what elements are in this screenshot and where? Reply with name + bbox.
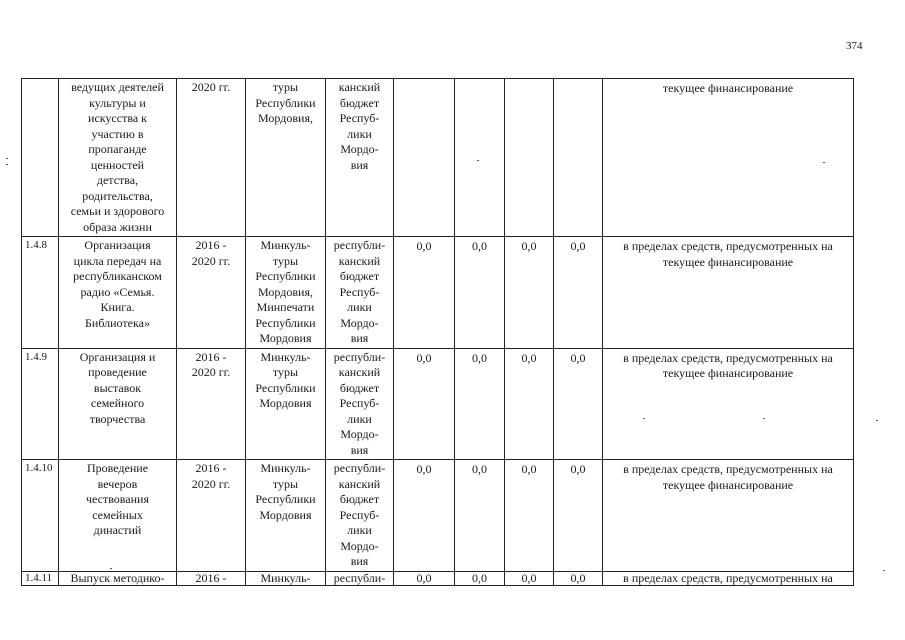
executor-cell: Минкуль- <box>246 571 326 585</box>
table-row <box>22 79 854 237</box>
measure-name-cell: Организация и проведение выставок семейного творчества <box>59 348 177 460</box>
table-row <box>22 571 854 585</box>
amount-cell: 0,0 <box>554 571 603 585</box>
row-number-cell <box>22 79 59 237</box>
scan-speck <box>823 162 825 163</box>
row-number-cell: 1.4.9 <box>22 348 59 460</box>
funding-source-cell: республи- <box>326 571 394 585</box>
amount-cell <box>394 79 455 237</box>
amount-cell: 0,0 <box>455 460 505 572</box>
note-cell: текущее финансирование <box>603 79 854 237</box>
measure-name-cell: ведущих деятелей культуры и искусства к участию в пропаганде ценностей детства, родительства, семьи и здорового образа жизни <box>59 79 177 237</box>
amount-cell <box>455 79 505 237</box>
measure-name-cell: Организация цикла передач на республиканском радио «Семья. Книга. Библиотека» <box>59 237 177 349</box>
amount-cell: 0,0 <box>554 348 603 460</box>
period-cell: 2016 - 2020 гг. <box>177 460 246 572</box>
amount-cell: 0,0 <box>505 348 554 460</box>
note-cell: в пределах средств, предусмотренных на текущее финансирование <box>603 348 854 460</box>
amount-cell: 0,0 <box>505 460 554 572</box>
period-cell: 2016 - 2020 гг. <box>177 348 246 460</box>
funding-source-cell: республи- канский бюджет Респуб- лики Мордо- вия <box>326 348 394 460</box>
row-number-cell: 1.4.11 <box>22 571 59 585</box>
amount-cell: 0,0 <box>455 237 505 349</box>
amount-cell <box>554 79 603 237</box>
scan-speck <box>643 418 645 419</box>
amount-cell: 0,0 <box>394 460 455 572</box>
scan-speck <box>6 158 8 159</box>
period-cell: 2016 - <box>177 571 246 585</box>
amount-cell: 0,0 <box>554 237 603 349</box>
executor-cell: Минкуль- туры Республики Мордовия <box>246 348 326 460</box>
row-number-cell: 1.4.10 <box>22 460 59 572</box>
executor-cell: туры Республики Мордовия, <box>246 79 326 237</box>
note-cell: в пределах средств, предусмотренных на <box>603 571 854 585</box>
funding-source-cell: республи- канский бюджет Респуб- лики Мордо- вия <box>326 237 394 349</box>
scan-speck <box>763 418 765 419</box>
period-cell: 2016 - 2020 гг. <box>177 237 246 349</box>
scan-speck <box>477 160 479 161</box>
amount-cell <box>505 79 554 237</box>
scan-speck <box>110 568 112 569</box>
amount-cell: 0,0 <box>455 571 505 585</box>
note-cell: в пределах средств, предусмотренных на текущее финансирование <box>603 237 854 349</box>
amount-cell: 0,0 <box>505 571 554 585</box>
amount-cell: 0,0 <box>394 237 455 349</box>
funding-source-cell: республи- канский бюджет Респуб- лики Мордо- вия <box>326 460 394 572</box>
scan-speck <box>883 570 885 571</box>
measure-name-cell: Проведение вечеров чествования семейных династий <box>59 460 177 572</box>
scan-speck <box>6 164 8 165</box>
measure-name-cell: Выпуск методико- <box>59 571 177 585</box>
period-cell: 2020 гг. <box>177 79 246 237</box>
executor-cell: Минкуль- туры Республики Мордовия <box>246 460 326 572</box>
row-number-cell: 1.4.8 <box>22 237 59 349</box>
table-row <box>22 460 854 572</box>
amount-cell: 0,0 <box>394 571 455 585</box>
executor-cell: Минкуль- туры Республики Мордовия, Минпечати Республики Мордовия <box>246 237 326 349</box>
amount-cell: 0,0 <box>394 348 455 460</box>
funding-source-cell: канский бюджет Респуб- лики Мордо- вия <box>326 79 394 237</box>
program-measures-table <box>21 78 854 586</box>
table-row <box>22 237 854 349</box>
amount-cell: 0,0 <box>455 348 505 460</box>
note-cell: в пределах средств, предусмотренных на текущее финансирование <box>603 460 854 572</box>
table-row <box>22 348 854 460</box>
amount-cell: 0,0 <box>505 237 554 349</box>
amount-cell: 0,0 <box>554 460 603 572</box>
page-number: 374 <box>846 40 863 52</box>
scan-speck <box>876 420 878 421</box>
